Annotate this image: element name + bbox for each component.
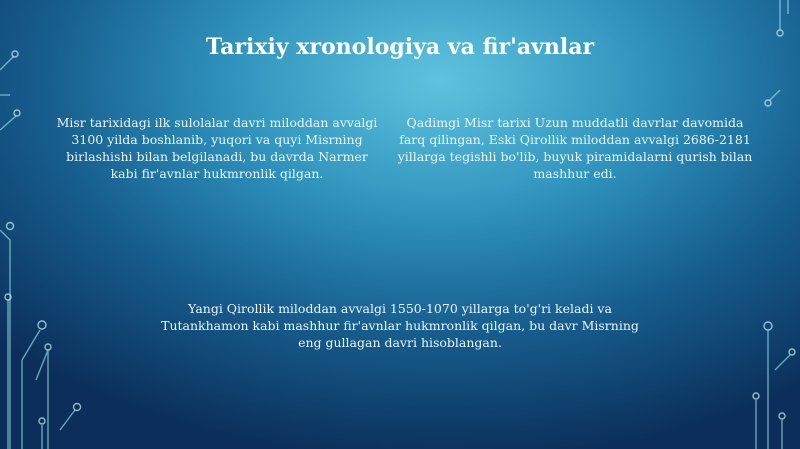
slide-title: Tarixiy xronologiya va fir'avnlar <box>205 34 595 60</box>
paragraph-old-kingdom: Qadimgi Misr tarixi Uzun muddatli davrlar davomida farq qilingan, Eski Qirollik miloddan avvalgi 2686-2181 yillarga tegishli bo'lib, buyuk piramidalarni qurish bilan mashhur edi. <box>397 115 753 181</box>
paragraph-early-dynasties: Misr tarixidagi ilk sulolalar davri miloddan avvalgi 3100 yilda boshlanib, yuqori va quyi Misrning birlashishi bilan belgilanadi, bu davrda Narmer kabi fir'avnlar hukmronlik qilgan. <box>56 115 378 181</box>
paragraph-new-kingdom: Yangi Qirollik miloddan avvalgi 1550-1070 yillarga to'g'ri keladi va Tutankhamon kabi mashhur fir'avnlar hukmronlik qilgan, bu davr Misrning eng gullagan davri hisoblangan. <box>161 301 639 350</box>
